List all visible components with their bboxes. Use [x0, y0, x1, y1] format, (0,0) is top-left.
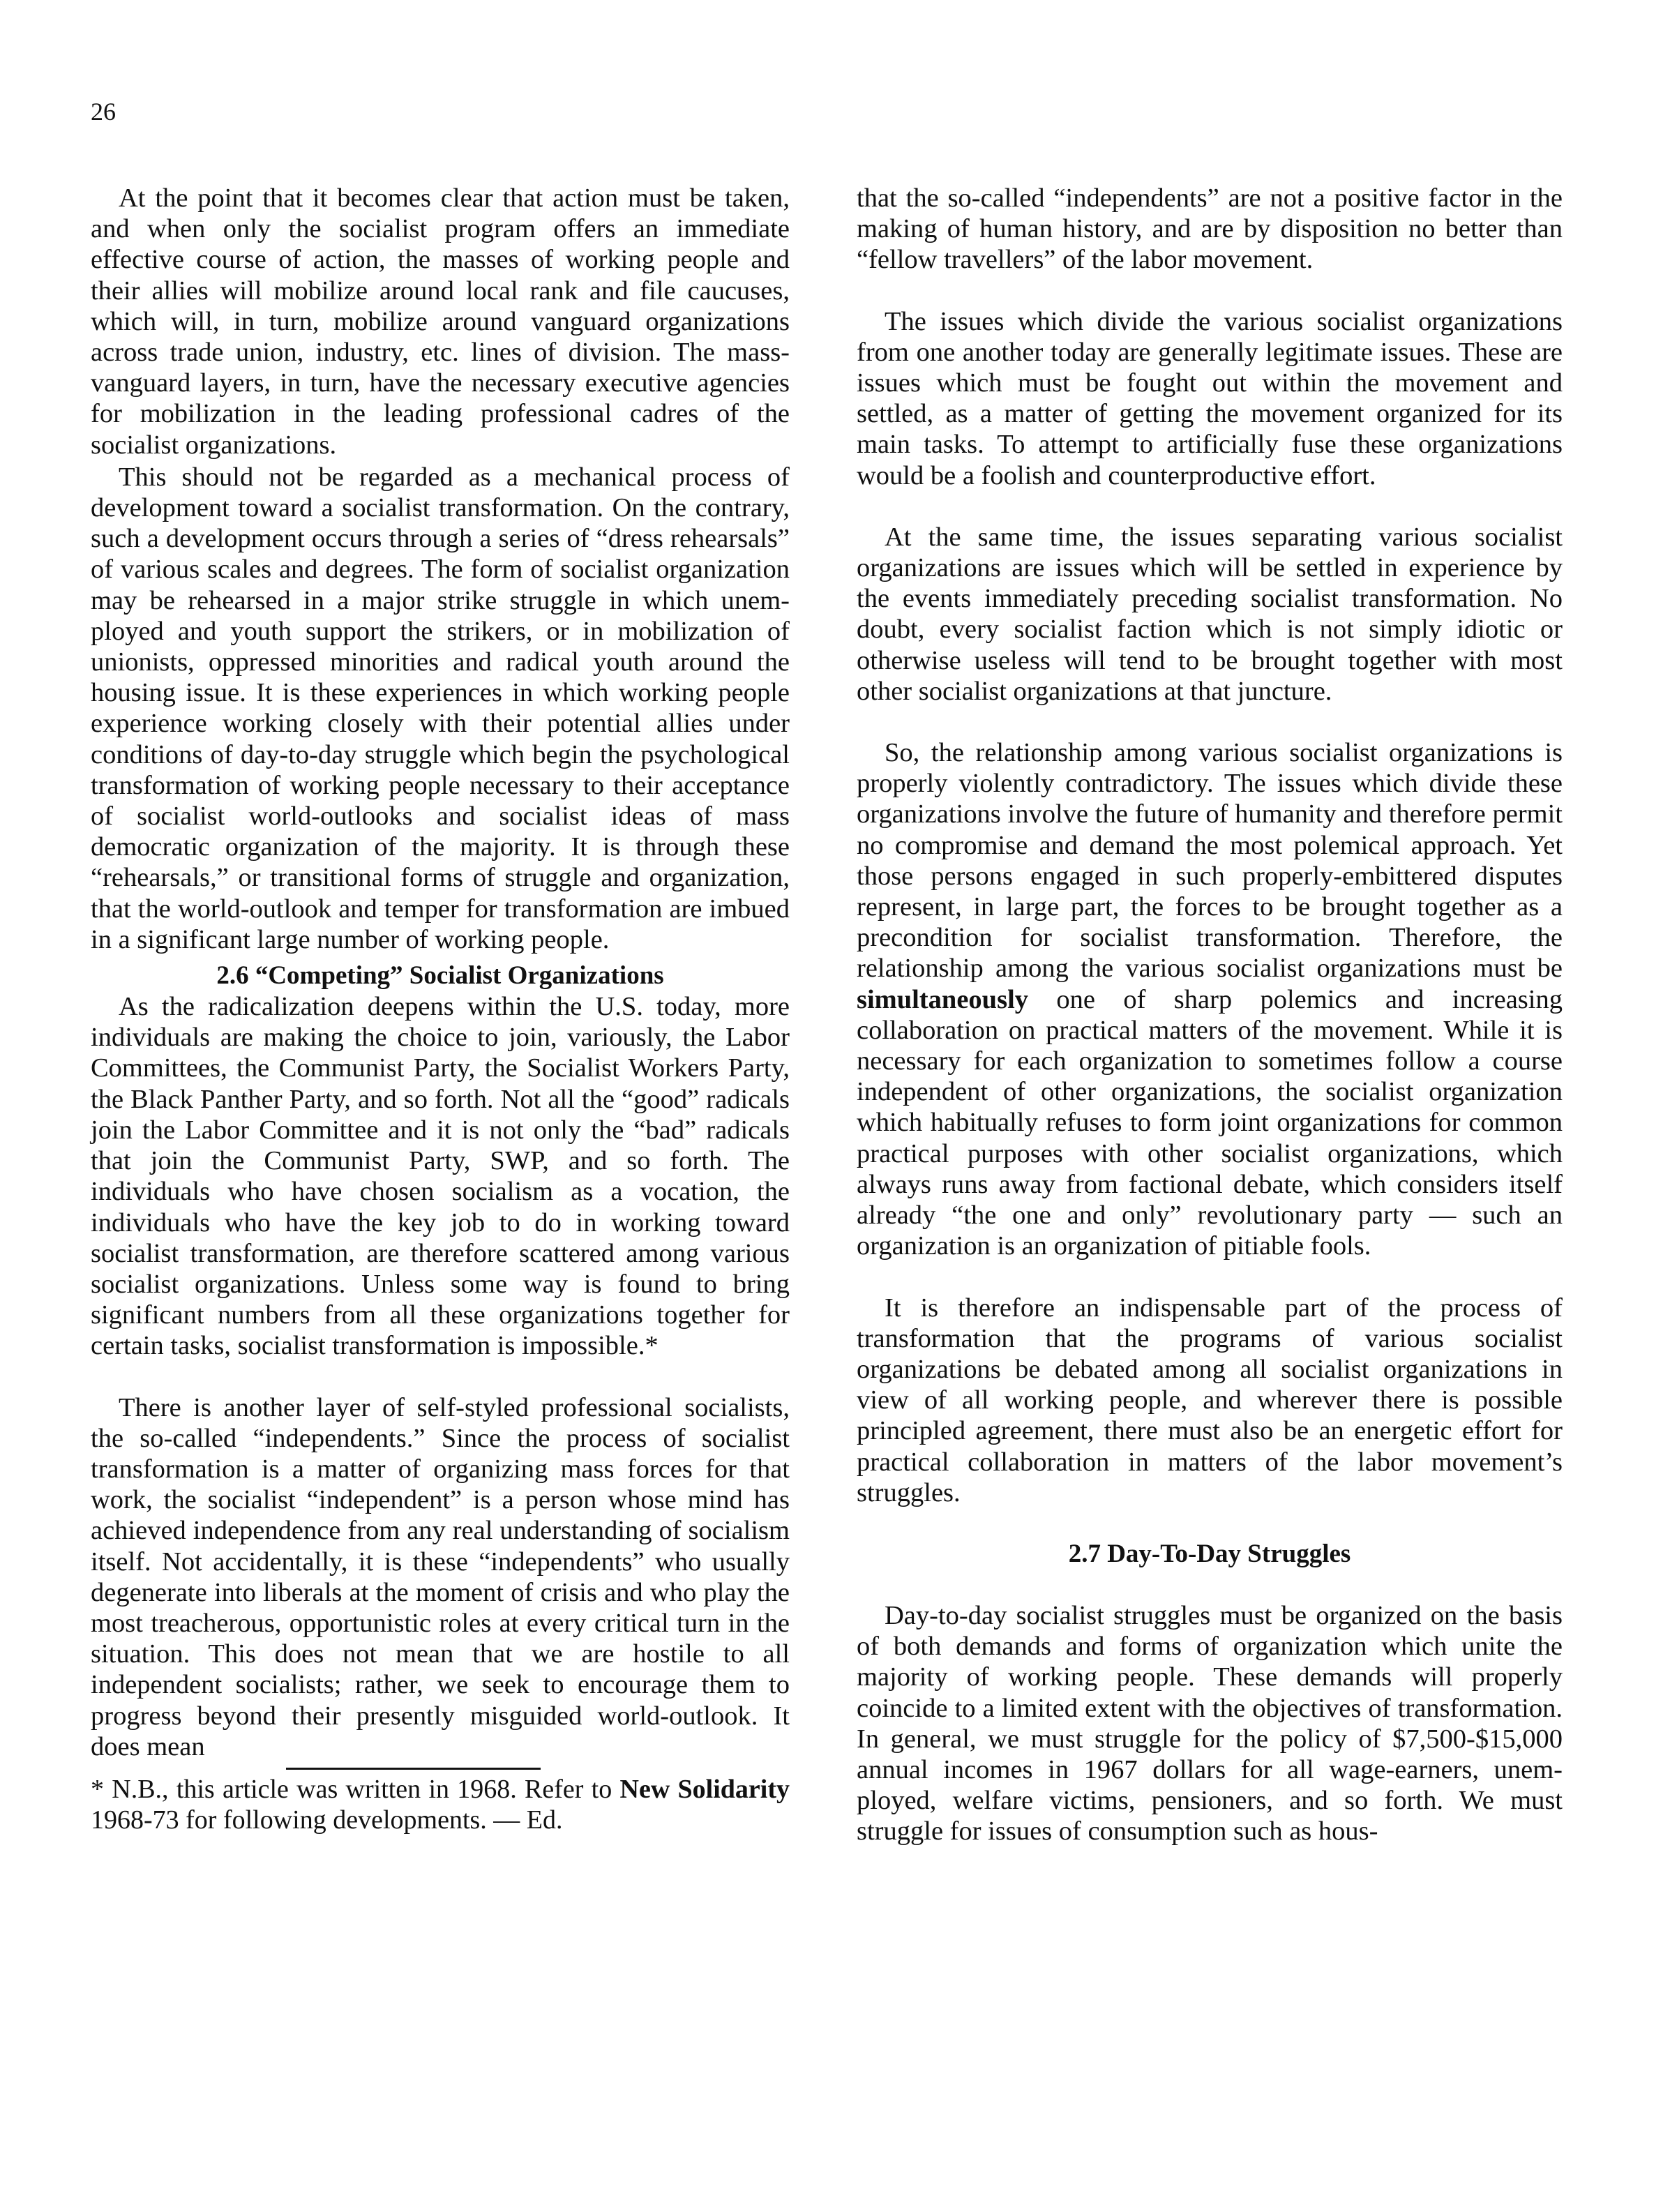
text-after-emphasis: one of sharp polemics and increasing collaboration on practical matters of the movement. While it is necessary for each organization to sometimes follow a course independent of other organizations, the socialist organization which habitually refuses to form joint organizations for common practical purposes with other socialist organizations, which always runs away from factional debate, which considers itself already “the one and only” revolutionary party — such an organization is an organization of pitiable fools.	[857, 984, 1563, 1261]
paragraph-dress-rehearsals: This should not be regarded as a mechanical process of development toward a socialist transformation. On the contrary, such a development occurs through a series of “dress rehearsals” of various scales and degrees. The form of socialist organization may be rehearsed in a major strike struggle in which unemployed and youth support the strikers, or in mobilization of unionists, oppressed minorities and radical youth around the housing issue. It is these experiences in which working people experience working closely with their potential allies under conditions of day-to-day struggle which begin the psychological transformation of working people necessary to their acceptance of socialist world-outlooks and socialist ideas of mass democratic organization of the majority. It is through these “rehearsals,” or transitional forms of struggle and organization, that the world-outlook and temper for transformation are imbued in a significant large number of working people.	[91, 462, 790, 954]
right-column	[857, 183, 1563, 1847]
paragraph-mobilization: At the point that it becomes clear that action must be taken, and when only the socialist program offers an immediate effective course of action, the masses of working people and their allies will mobilize around local rank and file caucuses, which will, in turn, mobilize around vanguard organizations across trade union, industry, etc. lines of division. The mass-vanguard layers, in turn, have the necessary executive agencies for mobilization in the leading professional cadres of the socialist organizations.	[91, 183, 790, 460]
page-number: 26	[91, 98, 116, 126]
paragraph-independents: There is another layer of self-styled professional socialists, the so-called “independents.” Since the process of socialist transformation is a matter of organizing mass forces for that work, the socialist “independent” is a person whose mind has achieved independence from any real understanding of socialism itself. Not accidentally, it is these “independents” who usually degenerate into liberals at the moment of crisis and who play the most treacherous, opportunistic roles at every critical turn in the situation. This does not mean that we are hostile to all independent socialists; rather, we seek to encourage them to progress beyond their presently misguided world-outlook. It does mean	[91, 1392, 790, 1761]
footnote-prefix: * N.B., this article was written in 1968. Refer to	[91, 1774, 620, 1804]
text-before-emphasis: So, the relationship among various socialist organizations is properly violently contradictory. The issues which divide these organizations involve the future of humanity and therefore permit no compromise and demand the most polemical approach. Yet those persons engaged in such properly-embittered disputes represent, in large part, the forces to be brought together as a precondition for socialist transformation. Therefore, the relationship among the various socialist organizations must be	[857, 738, 1563, 984]
paragraph-contradictory-relationship	[857, 737, 1563, 1261]
left-column	[91, 183, 790, 1835]
paragraph-day-to-day: Day-to-day socialist struggles must be organized on the basis of both demands and forms of organization which unite the majority of working people. These demands will properly coincide to a limited extent with the objectives of transformation. In general, we must struggle for the policy of $7,500-$15,000 annual incomes in 1967 dollars for all wage-earners, unemployed, welfare victims, pensioners, and so forth. We must struggle for issues of consumption such as hous-	[857, 1600, 1563, 1846]
paragraph-independents-continued: that the so-called “independents” are not a positive factor in the making of human history, and are by disposition no better than “fellow travellers” of the labor movement.	[857, 183, 1563, 275]
emphasis-simultaneously: simultaneously	[857, 984, 1029, 1014]
footnote-publication: New Solidarity	[619, 1774, 790, 1804]
footnote-suffix: 1968-73 for following developments. — Ed.	[91, 1805, 563, 1835]
footnote	[91, 1774, 790, 1835]
paragraph-indispensable-debate: It is therefore an indispensable part of the process of transformation that the programs of various socialist organizations be debated among all socialist organizations in view of all working people, and wherever there is possible principled agreement, there must also be an energetic effort for practical collaboration in matters of the labor movement’s struggles.	[857, 1293, 1563, 1507]
paragraph-legitimate-issues: The issues which divide the various socialist organizations from one another today are generally legitimate issues. These are issues which must be fought out within the movement and settled, as a matter of getting the movement organized for its main tasks. To attempt to artificially fuse these organizations would be a foolish and counterproductive effort.	[857, 306, 1563, 490]
footnote-divider	[286, 1768, 541, 1770]
section-heading-2-7: 2.7 Day-To-Day Struggles	[1068, 1539, 1351, 1568]
paragraph-competing-organizations: As the radicalization deepens within the U.S. today, more individuals are making the choice to join, variously, the Labor Committees, the Communist Party, the Socialist Workers Party, the Black Panther Party, and so forth. Not all the “good” radicals join the Labor Committee and it is not only the “bad” radicals that join the Communist Party, SWP, and so forth. The individuals who have chosen socialism as a vocation, the individuals who have the key job to do in working toward socialist transformation, are therefore scattered among various socialist organizations. Unless some way is found to bring significant numbers from all these organizations together for certain tasks, socialist transformation is impossible.*	[91, 992, 790, 1361]
section-heading-2-6: 2.6 “Competing” Socialist Organizations	[216, 961, 664, 991]
paragraph-same-time: At the same time, the issues separating various socialist organizations are issues which will be settled in experience by the events immediately preceding socialist transformation. No doubt, every socialist faction which is not simply idiotic or otherwise useless will tend to be brought together with most other socialist organizations at that juncture.	[857, 522, 1563, 706]
